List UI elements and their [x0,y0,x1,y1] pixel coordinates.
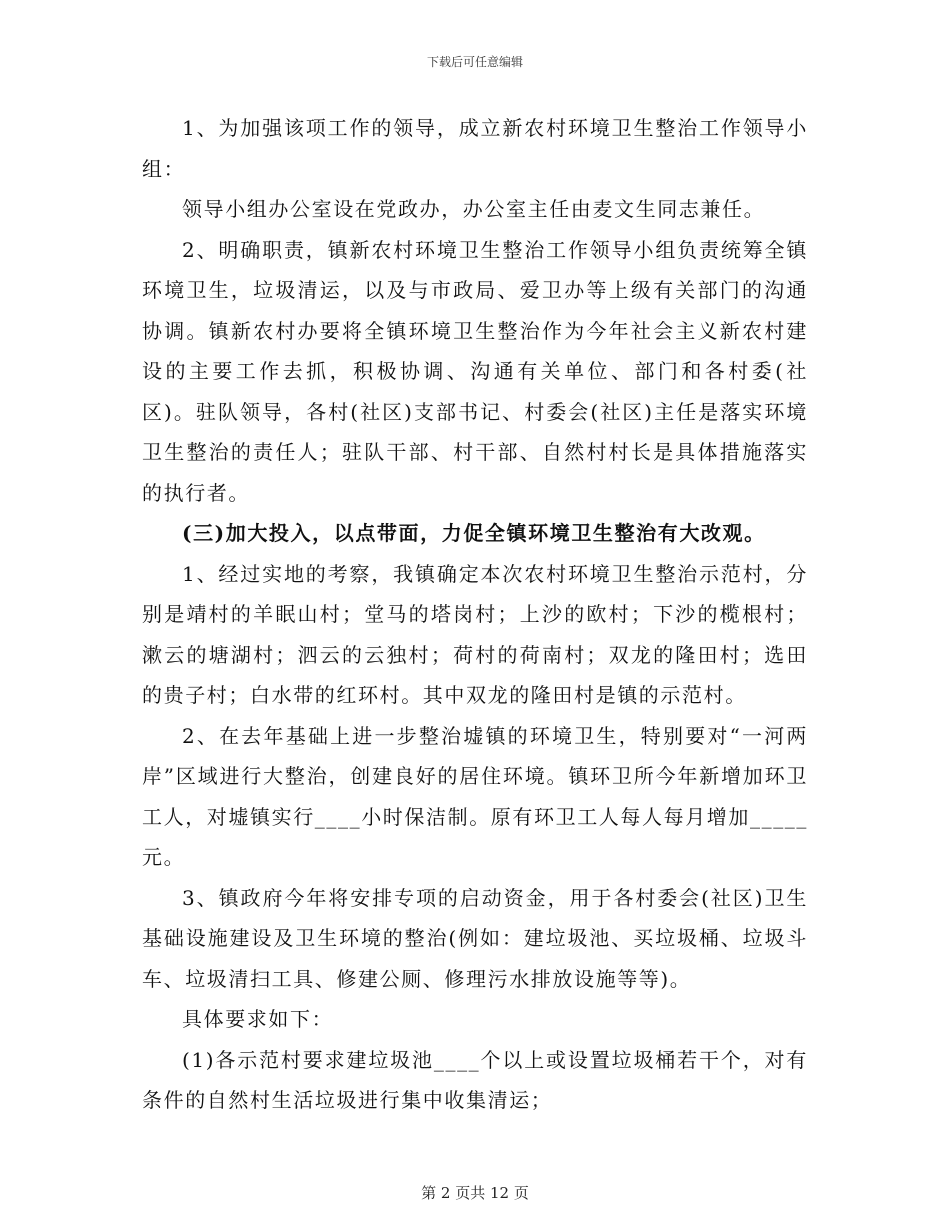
paragraph-demo-villages: 1、经过实地的考察，我镇确定本次农村环境卫生整治示范村，分别是靖村的羊眠山村；堂马的塔岗村；上沙的欧村；下沙的榄根村；漱云的塘湖村；泗云的云独村；荷村的荷南村；双龙的隆田村；选田的贵子村；白水带的红环村。其中双龙的隆田村是镇的示范村。 [142,561,808,707]
paragraph-requirement-1: (1)各示范村要求建垃圾池____个以上或设置垃圾桶若干个，对有条件的自然村生活垃圾进行集中收集清运； [142,1047,808,1112]
section-heading-investment: (三)加大投入，以点带面，力促全镇环境卫生整治有大改观。 [182,521,766,545]
page-number-footer: 第 2 页共 12 页 [421,1184,529,1202]
paragraph-office: 领导小组办公室设在党政办，办公室主任由麦文生同志兼任。 [182,197,766,221]
paragraph-town-sanitation: 2、在去年基础上进一步整治墟镇的环境卫生，特别要对“一河两岸”区域进行大整治，创建良好的居住环境。镇环卫所今年新增加环卫工人，对墟镇实行____小时保洁制。原有环卫工人每人每月增加_____元。 [142,723,808,869]
paragraph-funding: 3、镇政府今年将安排专项的启动资金，用于各村委会(社区)卫生基础设施建设及卫生环境的整治(例如：建垃圾池、买垃圾桶、垃圾斗车、垃圾清扫工具、修建公厕、修理污水排放设施等等)。 [142,885,808,991]
paragraph-requirements-intro: 具体要求如下： [182,1007,334,1031]
paragraph-leadership-group: 1、为加强该项工作的领导，成立新农村环境卫生整治工作领导小组： [142,116,808,181]
document-body [142,108,808,1121]
paragraph-responsibilities: 2、明确职责，镇新农村环境卫生整治工作领导小组负责统筹全镇环境卫生，垃圾清运，以及与市政局、爱卫办等上级有关部门的沟通协调。镇新农村办要将全镇环境卫生整治作为今年社会主义新农村建设的主要工作去抓，积极协调、沟通有关单位、部门和各村委(社区)。驻队领导，各村(社区)支部书记、村委会(社区)主任是落实环境卫生整治的责任人；驻队干部、村干部、自然村村长是具体措施落实的执行者。 [142,237,808,505]
page-header-note: 下载后可任意编辑 [426,55,523,69]
